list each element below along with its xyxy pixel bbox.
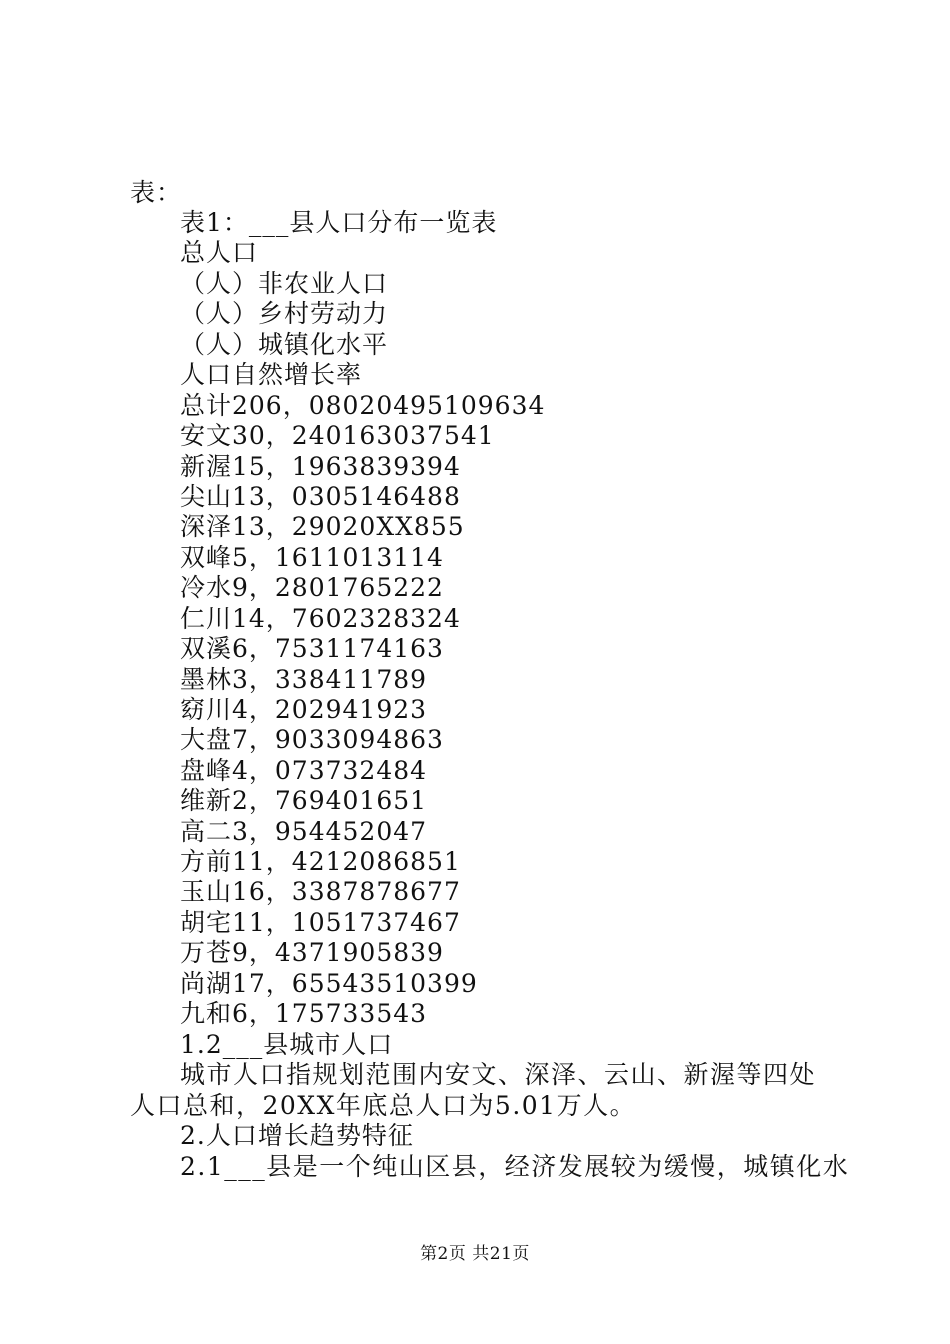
- table-row: 方前11，4212086851: [180, 847, 461, 876]
- table-row: 尚湖17，65543510399: [180, 969, 478, 998]
- table-row: 深泽13，29020XX855: [180, 512, 465, 541]
- table-row: 九和6，175733543: [180, 999, 428, 1028]
- page-footer: 第2页 共21页: [420, 1244, 530, 1264]
- table-row: 双峰5，1611013114: [180, 543, 444, 572]
- table-header-line: 人口自然增长率: [180, 360, 363, 389]
- table-row: 安文30，240163037541: [180, 421, 495, 450]
- table-row: 窈川4，202941923: [180, 695, 428, 724]
- table-row: 大盘7，9033094863: [180, 725, 444, 754]
- body-paragraph: 2.1___县是一个纯山区县，经济发展较为缓慢，城镇化水: [180, 1152, 850, 1181]
- table-row: 玉山16，3387878677: [180, 877, 461, 906]
- table-header-line: （人）城镇化水平: [180, 330, 389, 359]
- table-row: 维新2，769401651: [180, 786, 428, 815]
- table-header-line: （人）乡村劳动力: [180, 299, 389, 328]
- table-row: 高二3，954452047: [180, 817, 428, 846]
- table-row: 冷水9，2801765222: [180, 573, 444, 602]
- section-heading: 1.2___县城市人口: [180, 1030, 394, 1059]
- table-row: 墨林3，338411789: [180, 665, 428, 694]
- table-row: 尖山13，0305146488: [180, 482, 461, 511]
- table-row: 双溪6，7531174163: [180, 634, 444, 663]
- table-row: 盘峰4，073732484: [180, 756, 428, 785]
- document-heading: 表：: [130, 178, 183, 207]
- table-row: 新渥15，1963839394: [180, 452, 461, 481]
- table-row: 胡宅11，1051737467: [180, 908, 461, 937]
- section-heading: 2.人口增长趋势特征: [180, 1121, 414, 1150]
- table-title: 表1：___县人口分布一览表: [180, 208, 498, 237]
- table-header-line: 总人口: [180, 238, 259, 267]
- body-paragraph: 城市人口指规划范围内安文、深泽、云山、新渥等四处人口总和，20XX年底总人口为5.01万人。: [130, 1060, 817, 1120]
- table-row: 仁川14，7602328324: [180, 604, 461, 633]
- table-row: 万苍9，4371905839: [180, 938, 444, 967]
- table-row: 总计206，08020495109634: [180, 391, 546, 420]
- table-header-line: （人）非农业人口: [180, 269, 389, 298]
